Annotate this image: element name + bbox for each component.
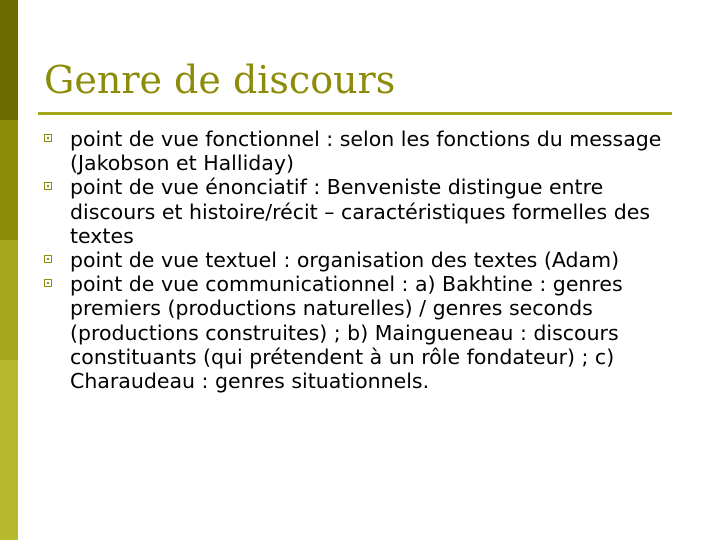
sidebar-decoration — [0, 0, 18, 540]
list-item — [42, 175, 684, 248]
list-item — [42, 272, 684, 393]
sidebar-segment — [0, 0, 18, 120]
list-item — [42, 127, 684, 175]
sidebar-segment — [0, 360, 18, 540]
bullet-text: point de vue textuel : organisation des textes (Adam) — [70, 248, 620, 273]
square-bullet-icon — [44, 182, 52, 190]
sidebar-segment — [0, 120, 18, 240]
title-underline — [38, 112, 672, 115]
bullet-list — [42, 127, 684, 393]
list-item — [42, 248, 684, 272]
bullet-text: point de vue énonciatif : Benveniste distingue entre discours et histoire/récit – caractéristiques formelles des textes — [70, 175, 651, 248]
square-bullet-icon — [44, 255, 52, 263]
square-bullet-icon — [44, 279, 52, 287]
slide-title: Genre de discours — [44, 58, 396, 102]
sidebar-segment — [0, 240, 18, 360]
square-bullet-icon — [44, 134, 52, 142]
bullet-text: point de vue fonctionnel : selon les fonctions du message (Jakobson et Halliday) — [70, 127, 662, 176]
bullet-text: point de vue communicationnel : a) Bakhtine : genres premiers (productions naturelles) / genres seconds (productions construites) ; b) Maingueneau : discours constituants (qui prétendent à un rôle fondateur) ; c) Charaudeau : genres situationnels. — [70, 272, 623, 394]
